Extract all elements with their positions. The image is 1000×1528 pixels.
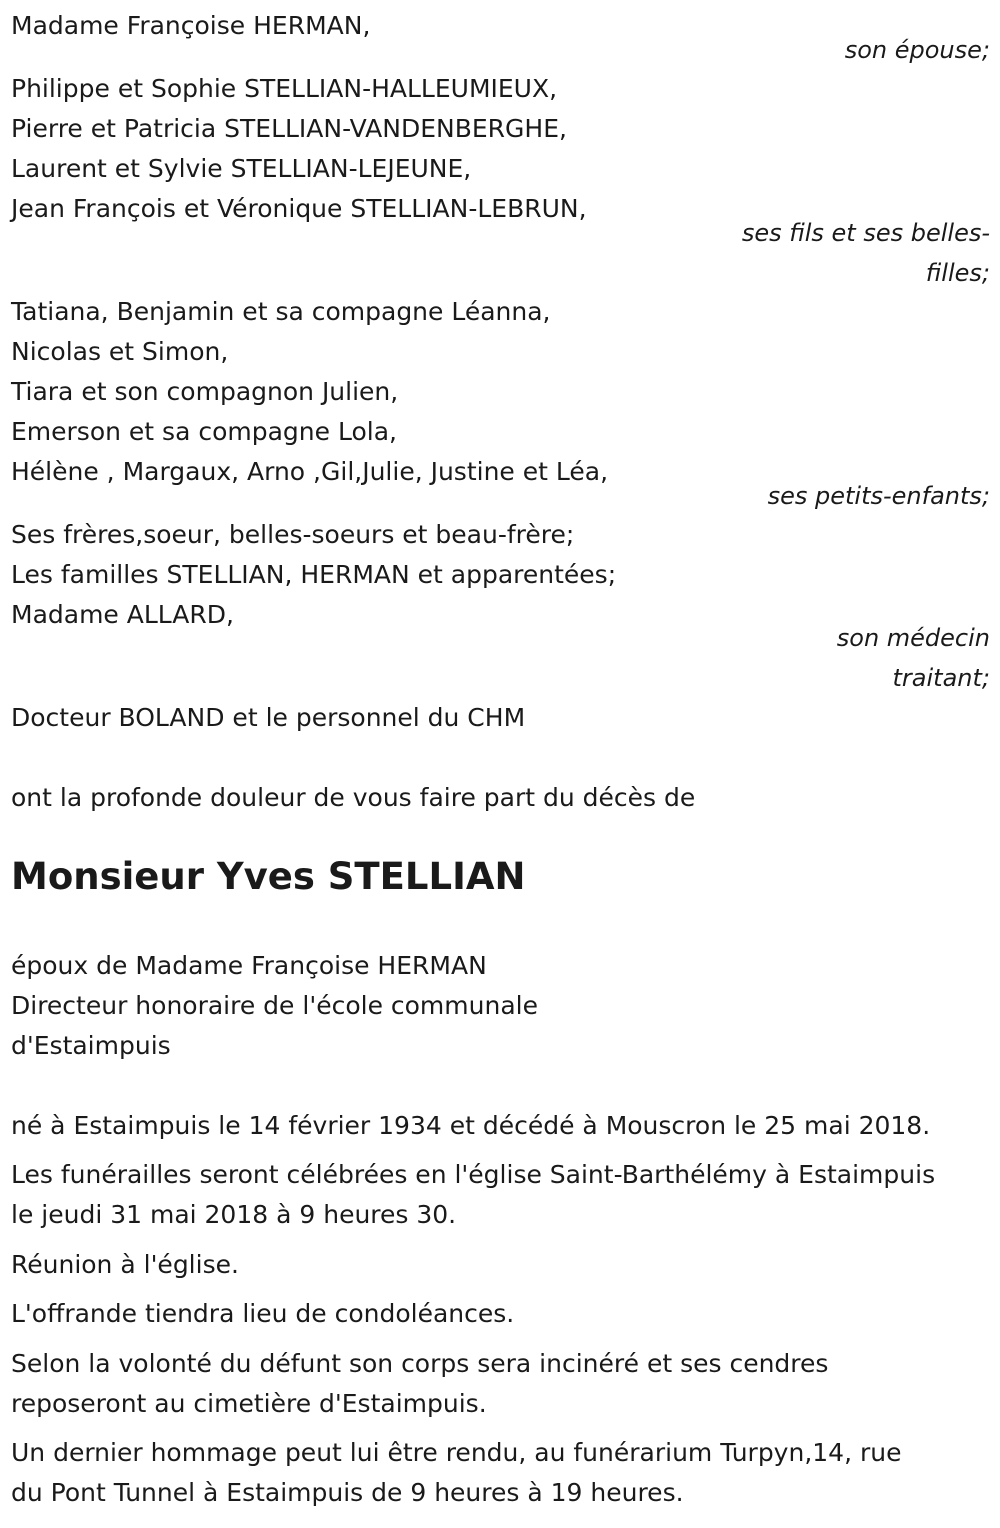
cremation-line-1: Selon la volonté du défunt son corps sera incinéré et ses cendres <box>11 1349 829 1378</box>
doctor-line: Madame ALLARD, <box>11 600 234 629</box>
son-line-3: Laurent et Sylvie STELLIAN-LEJEUNE, <box>11 154 472 183</box>
offering-line: L'offrande tiendra lieu de condoléances. <box>11 1299 515 1328</box>
deceased-detail-place: d'Estaimpuis <box>11 1031 171 1060</box>
son-line-1: Philippe et Sophie STELLIAN-HALLEUMIEUX, <box>11 74 558 103</box>
doctor-relation-line-1: son médecin <box>836 624 990 652</box>
funeral-line-1: Les funérailles seront célébrées en l'église Saint-Barthélémy à Estaimpuis <box>11 1160 936 1189</box>
spouse-relation: son épouse; <box>844 36 990 64</box>
doctor-relation-line-2: traitant; <box>892 664 990 692</box>
meeting-line: Réunion à l'église. <box>11 1250 239 1279</box>
son-line-2: Pierre et Patricia STELLIAN-VANDENBERGHE, <box>11 114 567 143</box>
siblings-line: Ses frères,soeur, belles-soeurs et beau-frère; <box>11 520 575 549</box>
families-line: Les familles STELLIAN, HERMAN et apparentées; <box>11 560 617 589</box>
deceased-detail-spouse: époux de Madame Françoise HERMAN <box>11 951 487 980</box>
grandchildren-line-1: Tatiana, Benjamin et sa compagne Léanna, <box>11 297 551 326</box>
grandchildren-line-2: Nicolas et Simon, <box>11 337 229 366</box>
tribute-line-2: du Pont Tunnel à Estaimpuis de 9 heures à 19 heures. <box>11 1478 684 1507</box>
cremation-line-2: reposeront au cimetière d'Estaimpuis. <box>11 1389 487 1418</box>
tribute-line-1: Un dernier hommage peut lui être rendu, au funérarium Turpyn,14, rue <box>11 1438 902 1467</box>
birth-death-line: né à Estaimpuis le 14 février 1934 et décédé à Mouscron le 25 mai 2018. <box>11 1111 931 1140</box>
son-line-4: Jean François et Véronique STELLIAN-LEBRUN, <box>11 194 587 223</box>
deceased-detail-title: Directeur honoraire de l'école communale <box>11 991 538 1020</box>
grandchildren-line-4: Emerson et sa compagne Lola, <box>11 417 397 446</box>
grandchildren-line-5: Hélène , Margaux, Arno ,Gil,Julie, Justine et Léa, <box>11 457 609 486</box>
sons-relation-line-2: filles; <box>925 259 990 287</box>
grandchildren-line-3: Tiara et son compagnon Julien, <box>11 377 399 406</box>
announcement: ont la profonde douleur de vous faire part du décès de <box>11 783 696 812</box>
funeral-line-2: le jeudi 31 mai 2018 à 9 heures 30. <box>11 1200 457 1229</box>
sons-relation-line-1: ses fils et ses belles- <box>741 219 990 247</box>
grandchildren-relation: ses petits-enfants; <box>767 482 990 510</box>
deceased-name: Monsieur Yves STELLIAN <box>11 855 526 898</box>
staff-line: Docteur BOLAND et le personnel du CHM <box>11 703 526 732</box>
spouse-name: Madame Françoise HERMAN, <box>11 11 371 40</box>
